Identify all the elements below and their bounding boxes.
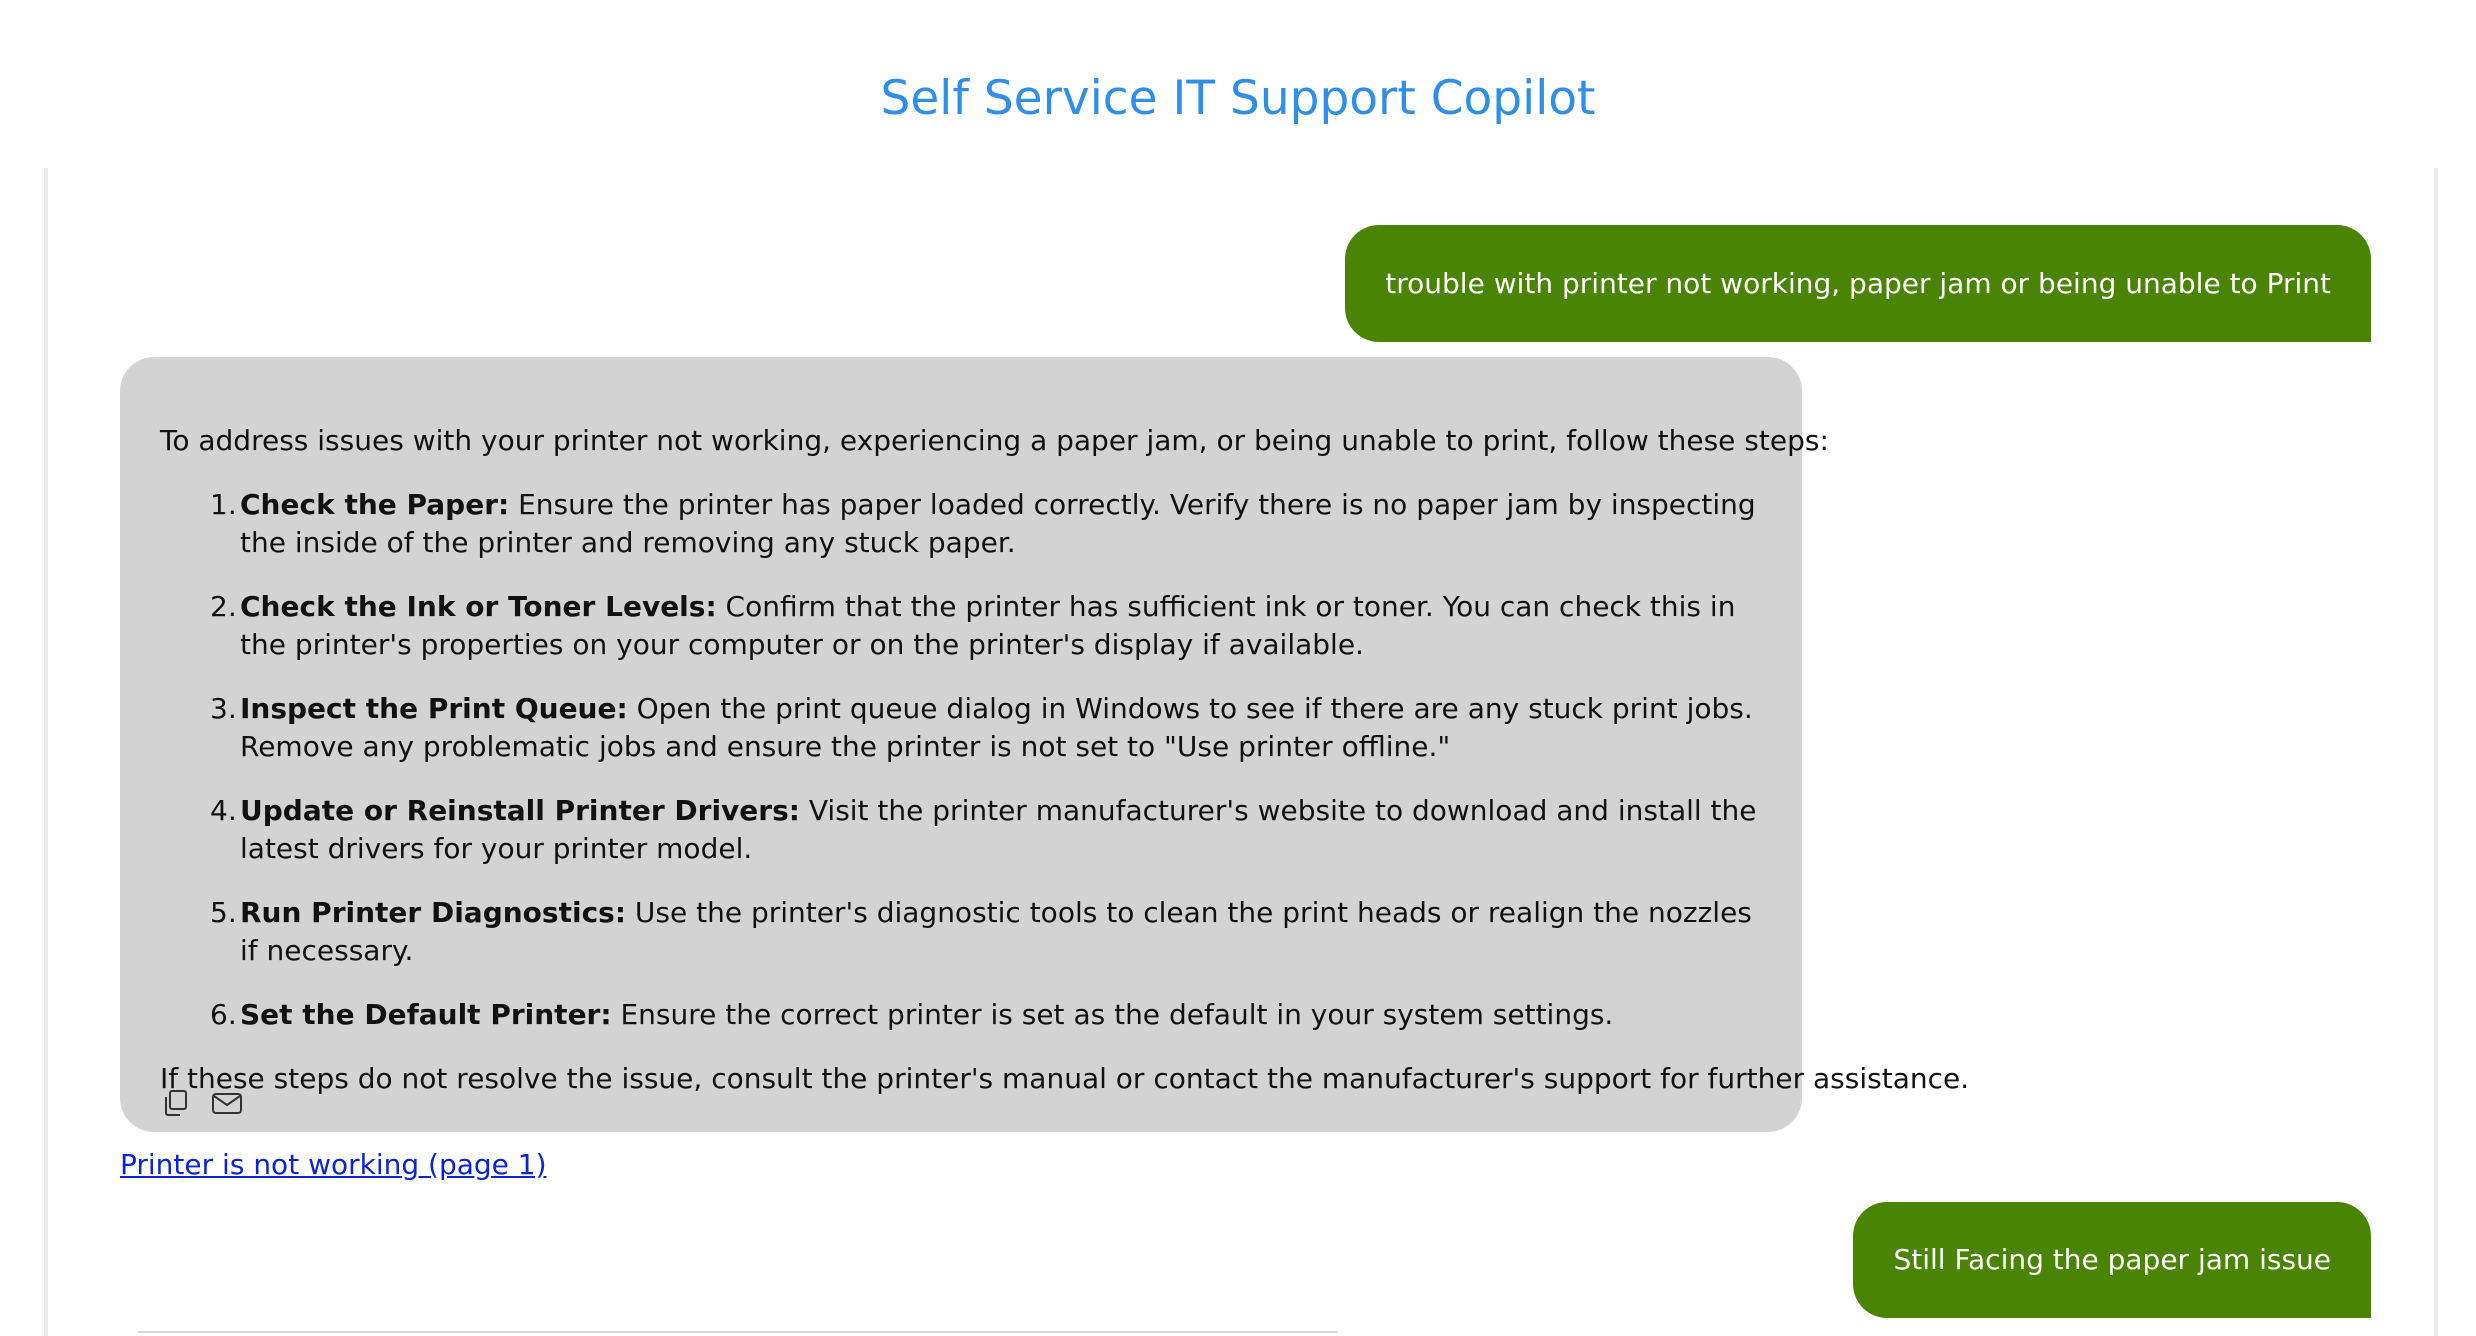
- step-title: Run Printer Diagnostics:: [240, 896, 627, 929]
- step-description: Confirm that the printer has sufficient ink or toner. You can check this in the printer's properties on your computer or on the printer's display if available.: [240, 590, 1736, 661]
- step-number: 1.: [210, 488, 237, 521]
- user-message: [1853, 1202, 2371, 1318]
- step-description: Ensure the correct printer is set as the default in your system settings.: [611, 998, 1614, 1031]
- user-message-text: trouble with printer not working, paper jam or being unable to Print: [1385, 266, 2331, 300]
- list-item: [160, 690, 1762, 766]
- list-item: [160, 588, 1762, 664]
- list-item: [160, 996, 1762, 1034]
- step-number: 5.: [210, 896, 237, 929]
- page-title: Self Service IT Support Copilot: [880, 71, 1596, 126]
- bot-message-outro: If these steps do not resolve the issue, consult the printer's manual or contact the manufacturer's support for further assistance.: [160, 1062, 1970, 1095]
- step-number: 4.: [210, 794, 237, 827]
- step-title: Update or Reinstall Printer Drivers:: [240, 794, 800, 827]
- step-title: Check the Ink or Toner Levels:: [240, 590, 717, 623]
- mail-icon[interactable]: [210, 1086, 244, 1120]
- step-number: 2.: [210, 590, 237, 623]
- message-actions: [158, 1086, 244, 1120]
- copy-icon[interactable]: [158, 1086, 192, 1120]
- chat-panel[interactable]: [44, 168, 2438, 1336]
- list-item: [160, 792, 1762, 868]
- step-description: Ensure the printer has paper loaded correctly. Verify there is no paper jam by inspecting the inside of the printer and removing any stuck paper.: [240, 488, 1756, 559]
- step-title: Inspect the Print Queue:: [240, 692, 628, 725]
- step-title: Set the Default Printer:: [240, 998, 612, 1031]
- step-content: [240, 996, 1762, 1034]
- step-description: Use the printer's diagnostic tools to clean the print heads or realign the nozzles if necessary.: [240, 896, 1752, 967]
- troubleshooting-steps-list: [160, 486, 1762, 1034]
- step-content: [240, 588, 1762, 664]
- step-content: [240, 894, 1762, 970]
- divider: [138, 1331, 1338, 1333]
- step-title: Check the Paper:: [240, 488, 510, 521]
- step-number: 3.: [210, 692, 237, 725]
- step-content: [240, 690, 1762, 766]
- step-description: Open the print queue dialog in Windows to see if there are any stuck print jobs. Remove any problematic jobs and ensure the printer is not set to "Use printer offline.": [240, 692, 1753, 763]
- user-message: [1345, 225, 2371, 342]
- step-description: Visit the printer manufacturer's website to download and install the latest drivers for your printer model.: [240, 794, 1757, 865]
- source-document-link[interactable]: Printer is not working (page 1): [120, 1148, 547, 1181]
- bot-message: [120, 357, 1970, 1132]
- list-item: [160, 894, 1762, 970]
- user-message-text: Still Facing the paper jam issue: [1893, 1243, 2331, 1276]
- step-number: 6.: [210, 998, 237, 1031]
- step-content: [240, 792, 1762, 868]
- list-item: [160, 486, 1762, 562]
- bot-message-intro: To address issues with your printer not working, experiencing a paper jam, or being unable to print, follow these steps:: [160, 424, 1829, 457]
- step-content: [240, 486, 1762, 562]
